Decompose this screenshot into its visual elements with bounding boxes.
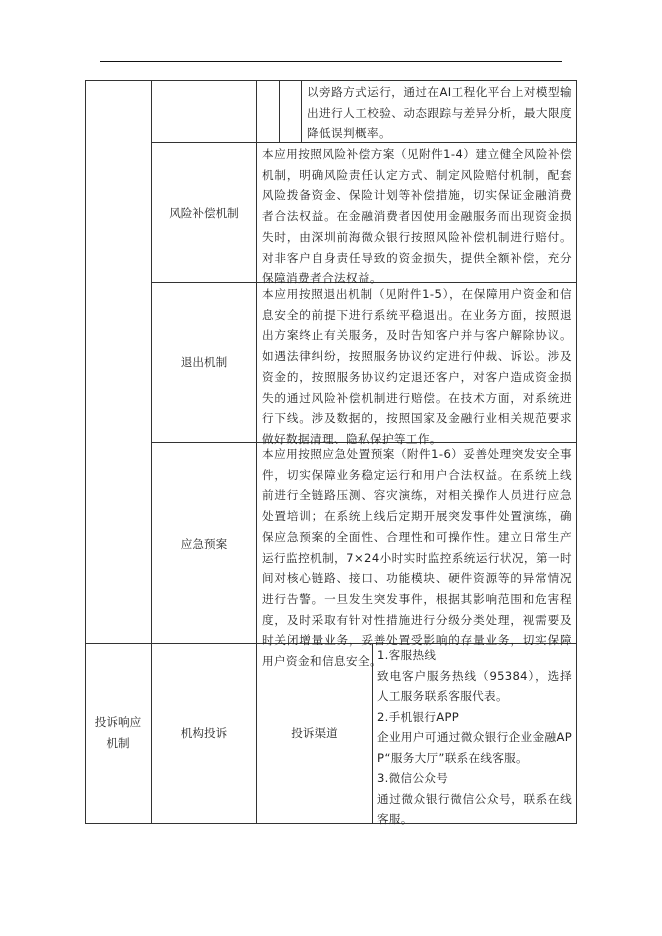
institution-complaint-label: 机构投诉: [180, 726, 228, 740]
list-item: 2.手机银行APP: [377, 709, 460, 724]
list-item: 致电客户服务热线（95384），选择人工服务联系客服代表。: [377, 668, 572, 703]
table-top-border: [85, 80, 577, 81]
risk-compensation-label: 风险补偿机制: [169, 206, 239, 220]
page-header-rule: [100, 61, 562, 62]
exit-mechanism-text: 本应用按照退出机制（见附件1-5），在保障用户资金和信息安全的前提下进行系统平稳退出。在业务方面，按照退出方案终止有关服务，及时告知客户并与客户解除协议。如遇法律纠纷，按照服务协议约定进行仲裁、诉讼。涉及资金的，按照服务协议约定退还客户，对客户造成资金损失的通过风险补偿机制进行赔偿。在技术方面，对系统进行下线。涉及数据的，按照国家及金融行业相关规范要求做好数据清理、隐私保护等工作。: [262, 287, 572, 446]
complaint-channel-label: 投诉渠道: [291, 726, 338, 740]
table-right-border: [576, 80, 577, 824]
col-divider-1: [151, 80, 152, 824]
table-left-border: [85, 80, 86, 824]
complaint-section-label: 投诉响应机制: [94, 715, 142, 750]
list-item: 1.客服热线: [377, 648, 437, 662]
list-item: 企业用户可通过微众银行企业金融APP“服务大厅”联系在线客服。: [377, 730, 572, 765]
col-divider-narrow-b: [301, 80, 302, 143]
col-divider-2: [256, 80, 257, 824]
list-item: 通过微众银行微信公众号，联系在线客服。: [377, 791, 572, 826]
risk-compensation-text: 本应用按照风险补偿方案（见附件1-4）建立健全风险补偿机制，明确风险责任认定方式、制定风险赔付机制，配套风险拨备资金、保险计划等补偿措施，切实保证金融消费者合法权益。在金融消费者因使用金融服务而出现资金损失时，由深圳前海微众银行按照风险补偿机制进行赔付。对非客户自身责任导致的资金损失，提供全额补偿，充分保障消费者合法权益。: [262, 147, 572, 286]
complaint-channel-list: [377, 645, 572, 830]
emergency-plan-text: 本应用按照应急处置预案（附件1-6）妥善处理突发安全事件，切实保障业务稳定运行和用户合法权益。在系统上线前进行全链路压测、容灾演练，对相关操作人员进行应急处置培训；在系统上线后定期开展突发事件处置演练，确保应急预案的全面性、合理性和可操作性。建立日常生产运行监控机制，7×24小时实时监控系统运行状况，第一时间对核心链路、接口、功能模块、硬件资源等的异常情况进行告警。一旦发生突发事件，根据其影响范围和危害程度，及时采取有针对性措施进行分级分类处理，视需要及时关闭增量业务，妥善处置受影响的存量业务，切实保障用户资金和信息安全。: [262, 447, 572, 669]
continuation-text: 以旁路方式运行，通过在AI工程化平台上对模型输出进行人工校验、动态跟踪与差异分析，最大限度降低误判概率。: [307, 85, 572, 141]
list-item: 3.微信公众号: [377, 771, 449, 785]
mechanism-table: [85, 80, 577, 824]
exit-mechanism-label: 退出机制: [180, 355, 228, 369]
emergency-plan-label: 应急预案: [180, 537, 228, 551]
col-divider-narrow-a: [279, 80, 280, 143]
